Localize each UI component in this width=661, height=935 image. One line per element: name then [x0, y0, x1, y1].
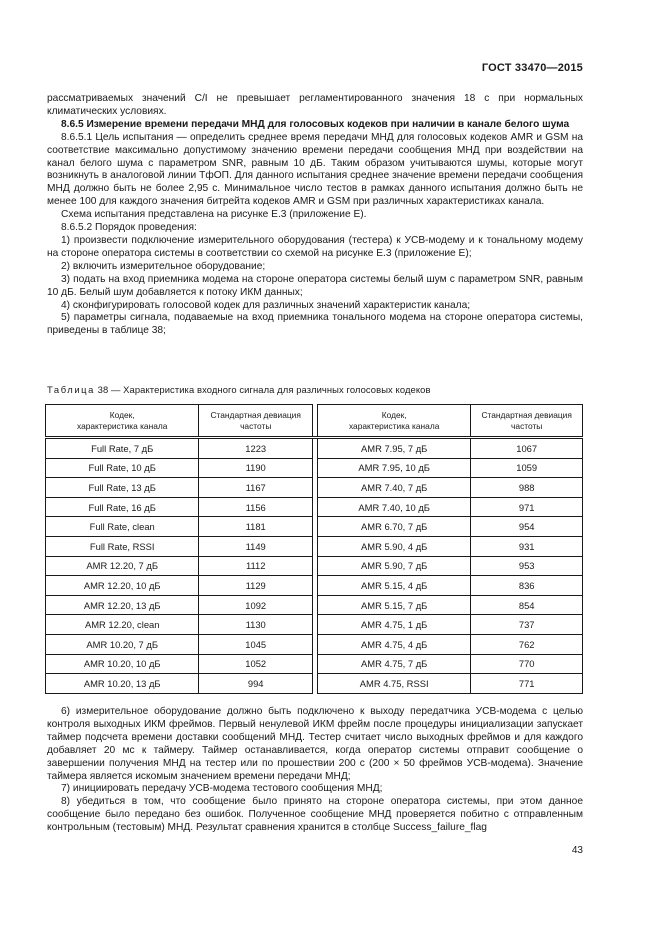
header-deviation	[471, 405, 583, 438]
table-caption-prefix: Таблица	[47, 384, 95, 395]
deviation-cell: 1149	[199, 536, 313, 556]
header-deviation	[199, 405, 313, 438]
codec-cell: Full Rate, 16 дБ	[46, 497, 199, 517]
codec-cell: AMR 7.40, 10 дБ	[317, 497, 470, 517]
list-item: 6) измерительное оборудование должно быть подключено к выходу передатчика УСВ-модема с целью контроля выходных ИКМ фреймов. Первый ненулевой ИКМ фрейм после процедуры инициализации запускает таймер подсчета времени доставки сообщений МНД. Тестер считает число выходных фреймов и для каждого добавляет 20 мс к таймеру. Таймер останавливается, когда оператор системы отправит сообщение о завершении получения МНД на тестер или по прошествии 200 с (200 × 50 фреймов УСВ-модема). Значение таймера является искомым значением времени передачи МНД;	[47, 706, 583, 782]
deviation-cell: 762	[471, 634, 583, 654]
deviation-cell: 836	[471, 576, 583, 596]
codec-cell: Full Rate, 13 дБ	[46, 478, 199, 498]
header-codec-text: Кодек, характеристика канала	[76, 409, 168, 431]
table-row	[46, 615, 583, 635]
codec-cell: AMR 7.40, 7 дБ	[317, 478, 470, 498]
paragraph: 8.6.5.1 Цель испытания — определить среднее время передачи МНД для голосовых кодеков AMR и GSM на соответствие максимально допустимому значению времени передачи сообщения МНД при воздействии на канал белого шума с параметром SNR, равным 10 дБ. Таким образом учитываются шумы, которые могут возникнуть в аналоговой линии ТфОП. Для данного испытания среднее значение времени передачи сообщения МНД должно быть не более 2,95 с. Минимальное число тестов в рамках данного испытания должно быть не менее 100 для каждого значения битрейта кодеков AMR и GSM при различных характеристиках канала.	[47, 131, 583, 208]
table-row	[46, 536, 583, 556]
deviation-cell: 854	[471, 595, 583, 615]
codec-cell: AMR 4.75, RSSI	[317, 674, 470, 694]
codec-cell: Full Rate, clean	[46, 517, 199, 537]
deviation-cell: 770	[471, 654, 583, 674]
codec-cell: AMR 12.20, 10 дБ	[46, 576, 199, 596]
table-row	[46, 654, 583, 674]
body-text	[47, 93, 583, 338]
section-heading: 8.6.5 Измерение времени передачи МНД для голосовых кодеков при наличии в канале белого шума	[61, 118, 570, 130]
deviation-cell: 1092	[199, 595, 313, 615]
list-item: 3) подать на вход приемника модема на стороне оператора системы белый шум с параметром SNR, равным 10 дБ. Белый шум добавляется к потоку ИКМ данных;	[47, 273, 583, 298]
codec-cell: AMR 12.20, 13 дБ	[46, 595, 199, 615]
header-deviation-text: Стандартная девиация частоты	[481, 409, 572, 431]
table-row	[46, 634, 583, 654]
deviation-cell: 1156	[199, 497, 313, 517]
deviation-cell: 971	[471, 497, 583, 517]
deviation-cell: 771	[471, 674, 583, 694]
deviation-cell: 1052	[199, 654, 313, 674]
codec-cell: AMR 10.20, 13 дБ	[46, 674, 199, 694]
codec-cell: AMR 12.20, 7 дБ	[46, 556, 199, 576]
deviation-cell: 1059	[471, 458, 583, 478]
codec-cell: AMR 5.15, 4 дБ	[317, 576, 470, 596]
header-deviation-text: Стандартная девиация частоты	[210, 409, 301, 431]
deviation-cell: 1112	[199, 556, 313, 576]
page-number: 43	[571, 845, 583, 856]
codec-cell: AMR 4.75, 4 дБ	[317, 634, 470, 654]
deviation-cell: 954	[471, 517, 583, 537]
table-row	[46, 595, 583, 615]
deviation-cell: 737	[471, 615, 583, 635]
table-row	[46, 674, 583, 694]
deviation-cell: 1223	[199, 438, 313, 459]
codec-cell: AMR 6.70, 7 дБ	[317, 517, 470, 537]
deviation-cell: 953	[471, 556, 583, 576]
table-row	[46, 438, 583, 459]
table-row	[46, 478, 583, 498]
deviation-cell: 1129	[199, 576, 313, 596]
standard-header: ГОСТ 33470—2015	[481, 62, 583, 74]
header-codec	[317, 405, 470, 438]
codec-cell: AMR 10.20, 7 дБ	[46, 634, 199, 654]
table-caption	[47, 384, 431, 395]
deviation-cell: 1067	[471, 438, 583, 459]
table-caption-text: 38 — Характеристика входного сигнала для различных голосовых кодеков	[94, 384, 431, 395]
codec-cell: AMR 4.75, 7 дБ	[317, 654, 470, 674]
list-item: 8) убедиться в том, что сообщение было принято на стороне оператора системы, при этом данное сообщение было передано без ошибок. Полученное сообщение МНД проверяется побитно с отправленным контрольным (тестовым) МНД. Результат сравнения хранится в столбце Success_failure_flag	[47, 796, 583, 834]
deviation-cell: 1190	[199, 458, 313, 478]
deviation-cell: 1167	[199, 478, 313, 498]
codec-table	[45, 404, 583, 694]
header-codec-text: Кодек, характеристика канала	[348, 409, 440, 431]
codec-cell: Full Rate, 7 дБ	[46, 438, 199, 459]
deviation-cell: 988	[471, 478, 583, 498]
table-row	[46, 576, 583, 596]
codec-cell: AMR 12.20, clean	[46, 615, 199, 635]
deviation-cell: 994	[199, 674, 313, 694]
list-item: 1) произвести подключение измерительного оборудования (тестера) к УСВ-модему и к тональному модему на стороне оператора системы в соответствии со схемой на рисунке Е.3 (приложение Е);	[47, 234, 583, 259]
table-row	[46, 458, 583, 478]
codec-cell: AMR 10.20, 10 дБ	[46, 654, 199, 674]
codec-cell: AMR 7.95, 10 дБ	[317, 458, 470, 478]
paragraph: рассматриваемых значений С/I не превышает регламентированного значения 18 с при нормальных климатических условиях.	[47, 93, 583, 117]
codec-cell: Full Rate, 10 дБ	[46, 458, 199, 478]
codec-cell: AMR 5.15, 7 дБ	[317, 595, 470, 615]
table-row	[46, 497, 583, 517]
codec-cell: Full Rate, RSSI	[46, 536, 199, 556]
list-item: 7) инициировать передачу УСВ-модема тестового сообщения МНД;	[61, 783, 383, 795]
list-item: 2) включить измерительное оборудование;	[61, 260, 266, 272]
table-header-row	[46, 405, 583, 438]
continued-text	[47, 706, 583, 835]
codec-cell: AMR 4.75, 1 дБ	[317, 615, 470, 635]
paragraph: 8.6.5.2 Порядок проведения:	[61, 222, 197, 234]
table-row	[46, 556, 583, 576]
table-row	[46, 517, 583, 537]
header-codec	[46, 405, 199, 438]
deviation-cell: 1181	[199, 517, 313, 537]
list-item: 5) параметры сигнала, подаваемые на вход приемника тонального модема на стороне оператора системы, приведены в таблице 38;	[47, 312, 583, 337]
deviation-cell: 1130	[199, 615, 313, 635]
codec-cell: AMR 7.95, 7 дБ	[317, 438, 470, 459]
paragraph: Схема испытания представлена на рисунке Е.3 (приложение Е).	[61, 209, 367, 221]
list-item: 4) сконфигурировать голосовой кодек для различных значений характеристик канала;	[61, 299, 471, 311]
deviation-cell: 931	[471, 536, 583, 556]
deviation-cell: 1045	[199, 634, 313, 654]
codec-cell: AMR 5.90, 7 дБ	[317, 556, 470, 576]
codec-cell: AMR 5.90, 4 дБ	[317, 536, 470, 556]
